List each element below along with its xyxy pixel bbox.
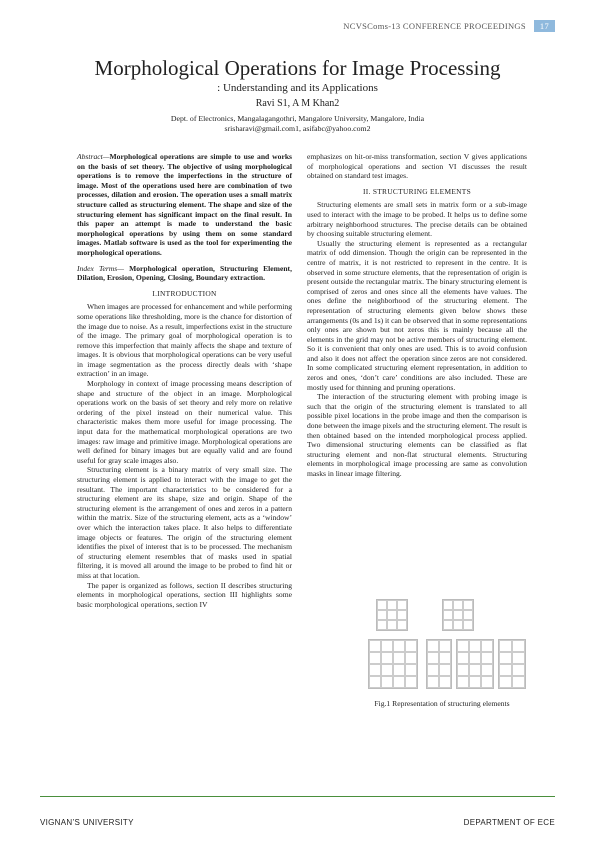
page-number: 17	[534, 20, 555, 32]
figure-structuring-elements	[368, 597, 528, 697]
paragraph: When images are processed for enhancement and while performing some operations like thresholding, more is the chance for distortion of the image due to noise. As a result, imperfections exist in the structure of the image. The primary goal of morphological operation is to remove this imperfection that mainly affects the shape and texture of images. It is obvious that morphological operations can be very useful in image segmentation as the process directly deals with ‘shape extraction’ in an image.	[77, 302, 292, 379]
figure-caption: Fig.1 Representation of structuring elements	[374, 699, 510, 708]
section-heading-introduction: I.INTRODUCTION	[152, 288, 217, 298]
affiliation: Dept. of Electronics, Mangalagangothri, Mangalore University, Mangalore, India	[170, 114, 425, 123]
abstract-text: Morphological operations are simple to use and works on the basis of set theory. The objective of using morphological operations is to remove the imperfections in the structure of image. Most of the operations used here are combination of two processes, dilation and erosion. The operation uses a small matrix structure called as structuring element. The shape and size of the structuring element has significant impact on the final result. In this paper an attempt is made to understand the basic morphological operations by using them on some standard images. Matlab software is used as the tool for experimenting the morphological operations.	[77, 152, 292, 257]
section-heading-structuring-elements: II. STRUCTURING ELEMENTS	[363, 186, 471, 196]
structuring-element-grid	[426, 639, 452, 689]
paragraph: The paper is organized as follows, section II describes structuring elements in morphological operations, section III highlights some basic morphological operations, section IV	[77, 580, 292, 609]
paper-title: Morphological Operations for Image Processing	[94, 56, 501, 80]
conference-name: NCVSComs-13 CONFERENCE PROCEEDINGS	[343, 21, 526, 31]
footer-left: VIGNAN’S UNIVERSITY	[40, 818, 134, 827]
paragraph: Structuring element is a binary matrix of very small size. The structuring element is applied to interact with the image to get the resultant. The important characteristics to be considered for a structuring element are its shape, size and origin. Shape of the structuring element is the arrangement of ones and zeros in a pattern within the matrix. Size of the structuring element, acts as a ‘window’ over which the interaction takes place. It also helps to differentiate image objects or features. The origin of the structuring element identifies the pixel of interest that is to be processed. The mechanism of structuring element resembles that of masks used in spatial filtering, it is moved all around the image to be probed to find hit or miss at that location.	[77, 465, 292, 580]
index-terms	[77, 264, 292, 283]
paragraph: Structuring elements are small sets in matrix form or a sub-image used to interact with the image to be probed. It helps us to define some arbitrary neighborhood structures. The precise details can be obtained by choosing suitable structuring element.	[307, 200, 527, 239]
abstract	[77, 152, 292, 258]
structuring-element-grid	[442, 599, 474, 631]
affiliation-block	[0, 114, 595, 134]
index-terms-text: Morphological operation, Structuring Element, Dilation, Erosion, Opening, Closing, Boundary extraction.	[77, 263, 292, 283]
authors: Ravi S1, A M Khan2	[255, 98, 340, 109]
paragraph: The interaction of the structuring element with probing image is such that the origin of the structuring element is translated to all possible pixel locations in the probe image and then the comparison is done between the image pixels and the structuring element. The result is then obtained based on the intended morphological process applied. Two dimensional structuring elements can be classified as flat structuring element and non-flat structural elements. Structuring elements in morphological image processing are same as convolution masks in linear image filtering.	[307, 392, 527, 478]
right-column	[307, 152, 527, 479]
emails: srisharavi@gmail.com1, asifabc@yahoo.com2	[224, 124, 371, 133]
footer-right: DEPARTMENT OF ECE	[463, 818, 555, 827]
running-header	[343, 20, 555, 32]
structuring-element-grid	[498, 639, 526, 689]
footer-rule	[40, 796, 555, 797]
abstract-label: Abstract—	[77, 152, 110, 161]
paragraph: Usually the structuring element is represented as a rectangular matrix of odd dimension. Though the origin can be represented in the centre of matrix, it is not restricted to represent in the centre. It is observed in some structure elements, that the representation of origin is present outside the rectangular matrix. The binary structuring element is comprised of zeros and ones since all the elements have values. The ones define the neighborhood of the structuring element. The representation of structuring elements given below shows these arrangements (0s and 1s) it can be observed that in some representations only ones are shown but not zeros this is mainly because all the elements in the grid may not be active members of structuring element. So it is convenient that only ones are used. This is to avoid confusion and also it does not affect the operation since zeros are not considered. In some complicated structuring element representation, in addition to zeros and ones, ‘don’t care’ conditions are also included. These are mostly used for thinning and pruning operations.	[307, 238, 527, 392]
paper-subtitle: : Understanding and its Applications	[217, 82, 378, 94]
structuring-element-grid	[456, 639, 494, 689]
index-terms-label: Index Terms—	[77, 263, 124, 273]
left-column	[77, 152, 292, 609]
structuring-element-grid	[368, 639, 418, 689]
paragraph: Morphology in context of image processing means description of shape and structure of the object in an image. Morphological operations work on the basis of set theory and rely more on relative ordering of the pixel instead on their numerical value. This characteristic makes them more useful for image processing. The input data for the mathematical morphological operations are two images: raw image and primitive image. Morphological operations are well defined for binary images but are equally valid and are found useful for gray scale images also.	[77, 379, 292, 465]
paragraph: emphasizes on hit-or-miss transformation, section V gives applications of morphological operations and section VI discusses the result obtained on standard test images.	[307, 152, 527, 181]
structuring-element-grid	[376, 599, 408, 631]
